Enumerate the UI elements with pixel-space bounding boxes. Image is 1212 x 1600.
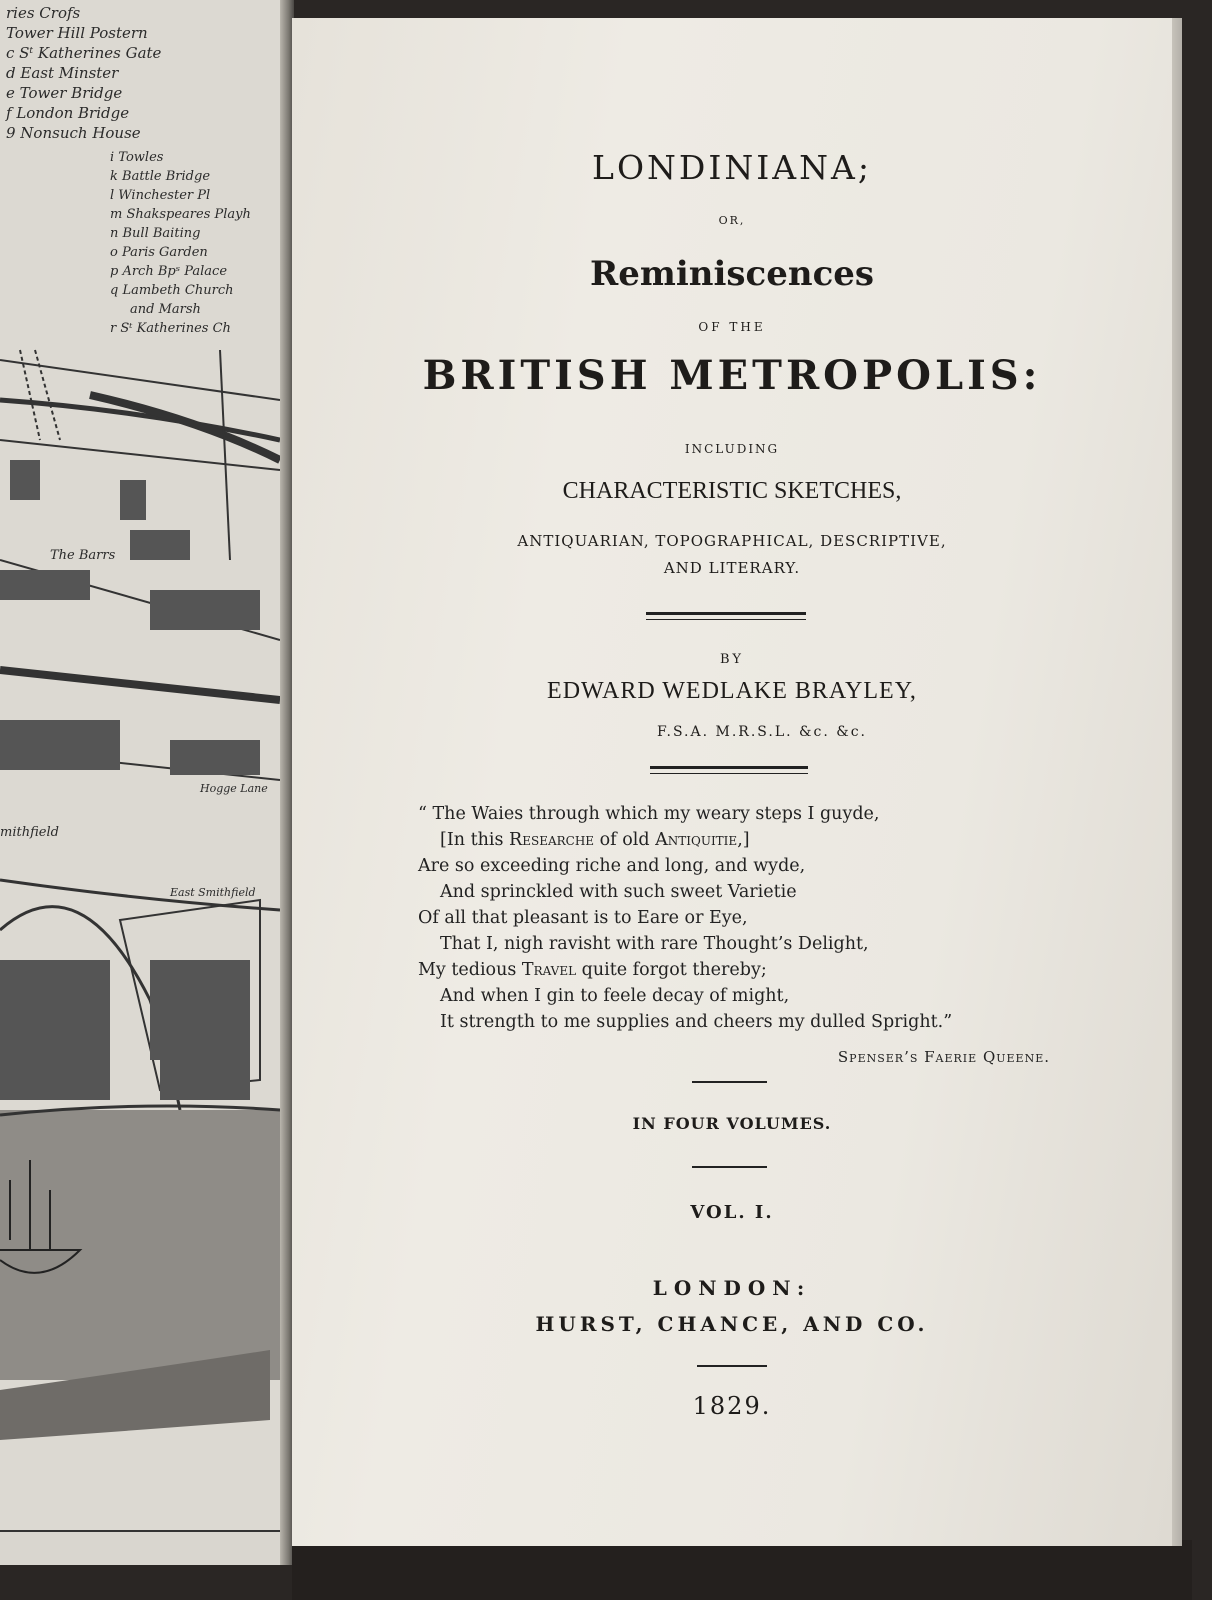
by-text: BY (720, 652, 744, 667)
or-text: OR, (718, 214, 746, 227)
map-label: c Sᵗ Katherines Gate (6, 44, 162, 62)
book-title: LONDINIANA; (592, 148, 872, 187)
map-label: 9 Nonsuch House (6, 124, 141, 142)
map-label: e Tower Bridge (6, 84, 123, 102)
map-label: and Marsh (130, 302, 201, 317)
publisher: HURST, CHANCE, AND CO. (535, 1312, 929, 1336)
rule (692, 1081, 767, 1083)
epigraph-poem (418, 801, 952, 1035)
map-label: d East Minster (6, 64, 119, 82)
sketches-line: CHARACTERISTIC SKETCHES, (562, 478, 902, 504)
poem-line: Are so exceeding riche and long, and wyde, (418, 856, 806, 876)
rule (692, 1166, 767, 1168)
map-label: k Battle Bridge (110, 169, 211, 184)
map-label: n Bull Baiting (110, 226, 201, 241)
subtitle: Reminiscences (589, 254, 875, 294)
poem-line: My tedious Travel quite forgot thereby; (418, 960, 767, 980)
poem-line: Of all that pleasant is to Eare or Eye, (418, 908, 748, 928)
double-rule (650, 766, 808, 774)
poem-line: [In this Researche of old Antiquitie,] (440, 830, 750, 850)
map-label: o Paris Garden (110, 245, 208, 260)
map-label: p Arch Bpˢ Palace (110, 264, 228, 279)
epigraph-attribution: Spenser’s Faerie Queene. (837, 1048, 1050, 1066)
author-name: EDWARD WEDLAKE BRAYLEY, (547, 678, 917, 704)
imprint-city: LONDON: (652, 1276, 812, 1300)
publication-year: 1829. (692, 1392, 772, 1420)
poem-line: And when I gin to feele decay of might, (440, 986, 790, 1006)
volumes-text: IN FOUR VOLUMES. (632, 1114, 832, 1133)
main-title: BRITISH METROPOLIS: (422, 352, 1042, 399)
map-label: m Shakspeares Playh (110, 207, 251, 222)
map-label: q Lambeth Church (110, 283, 234, 298)
map-place: The Barrs (50, 548, 116, 563)
map-label: f London Bridge (6, 104, 130, 122)
map-place: Hogge Lane (200, 782, 268, 795)
frontispiece-page (0, 0, 292, 1565)
map-label: r Sᵗ Katherines Ch (110, 321, 231, 336)
poem-line: That I, nigh ravisht with rare Thought’s Delight, (440, 934, 869, 954)
map-label: Tower Hill Postern (6, 24, 148, 42)
map-label: l Winchester Pl (110, 188, 211, 203)
poem-line: And sprinckled with such sweet Varietie (440, 882, 797, 902)
poem-line: “ The Waies through which my weary steps I guyde, (418, 804, 880, 824)
rule (697, 1365, 767, 1367)
of-the-text: OF THE (698, 320, 766, 334)
title-page (292, 18, 1172, 1546)
double-rule (646, 612, 806, 620)
volume-number: VOL. I. (690, 1202, 774, 1223)
map-label: i Towles (110, 150, 164, 165)
descriptors-line-2: AND LITERARY. (663, 559, 801, 577)
author-credentials: F.S.A. M.R.S.L. &c. &c. (656, 724, 867, 740)
map-place: mithfield (0, 825, 59, 840)
map-label: ries Crofs (6, 4, 81, 22)
map-place: East Smithfield (170, 886, 256, 899)
descriptors-line: ANTIQUARIAN, TOPOGRAPHICAL, DESCRIPTIVE, (517, 532, 947, 550)
poem-line: It strength to me supplies and cheers my dulled Spright.” (440, 1012, 953, 1032)
including-text: INCLUDING (684, 442, 780, 456)
background (292, 1540, 1192, 1600)
map-engraving (0, 0, 282, 1532)
